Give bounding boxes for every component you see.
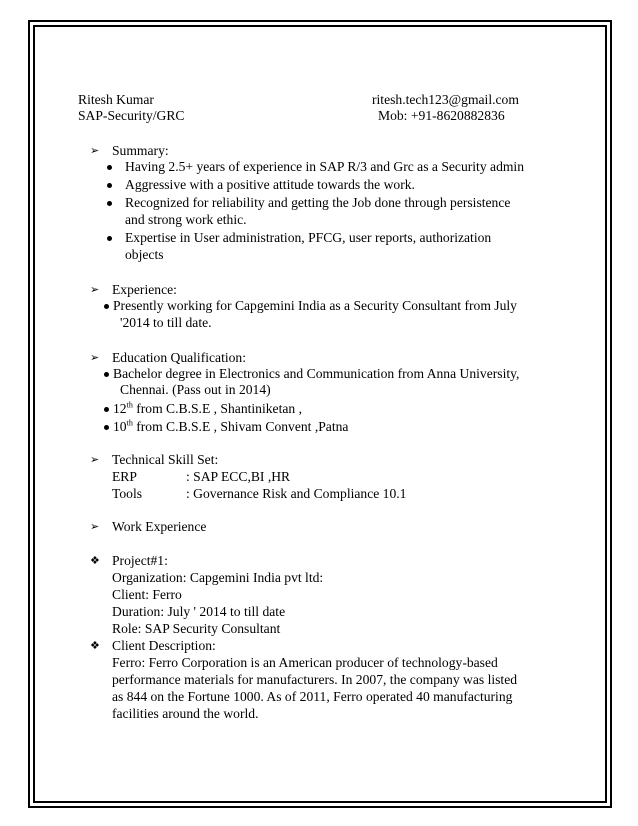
arrow-bullet-icon: ➢ — [90, 352, 100, 364]
candidate-name: Ritesh Kumar — [78, 92, 154, 107]
experience-heading: Experience: — [112, 282, 177, 297]
project-heading: Project#1: — [112, 553, 168, 568]
email: ritesh.tech123@gmail.com — [372, 92, 519, 107]
experience-item-cont: '2014 to till date. — [120, 315, 212, 330]
summary-item: Having 2.5+ years of experience in SAP R/3 and Grc as a Security admin — [125, 159, 525, 174]
arrow-bullet-icon: ➢ — [90, 521, 100, 533]
mobile-number: Mob: +91-8620882836 — [378, 108, 505, 123]
summary-item-cont: objects — [125, 247, 164, 262]
skills-heading: Technical Skill Set: — [112, 452, 219, 467]
bullet-dot-icon — [104, 372, 109, 377]
summary-item: Aggressive with a positive attitude towards the work. — [125, 177, 415, 192]
education-twelfth: 12th from C.B.S.E , Shantiniketan , — [113, 400, 302, 416]
experience-item: Presently working for Capgemini India as a Security Consultant from July — [113, 298, 517, 313]
diamond-bullet-icon: ❖ — [90, 640, 100, 652]
client-line: facilities around the world. — [112, 706, 259, 721]
arrow-bullet-icon: ➢ — [90, 145, 100, 157]
education-heading: Education Qualification: — [112, 350, 247, 365]
bullet-dot-icon — [107, 183, 112, 188]
bullet-dot-icon — [107, 236, 112, 241]
bullet-dot-icon — [107, 201, 112, 206]
bullet-dot-icon — [107, 165, 112, 170]
skill-value: : SAP ECC,BI ,HR — [186, 469, 291, 484]
client-heading: Client Description: — [112, 638, 216, 653]
skill-label: Tools — [112, 486, 143, 501]
education-item: Bachelor degree in Electronics and Communication from Anna University, — [113, 366, 520, 381]
project-line: Duration: July ' 2014 to till date — [112, 604, 286, 619]
education-item-cont: Chennai. (Pass out in 2014) — [120, 382, 271, 397]
bullet-dot-icon — [104, 407, 109, 412]
client-line: performance materials for manufacturers. In 2007, the company was listed — [112, 672, 518, 687]
bullet-dot-icon — [104, 425, 109, 430]
summary-item: Expertise in User administration, PFCG, user reports, authorization — [125, 230, 492, 245]
skill-label: ERP — [112, 469, 137, 484]
client-line: as 844 on the Fortune 1000. As of 2011, Ferro operated 40 manufacturing — [112, 689, 513, 704]
client-line: Ferro: Ferro Corporation is an American producer of technology-based — [112, 655, 498, 670]
bullet-dot-icon — [104, 304, 109, 309]
arrow-bullet-icon: ➢ — [90, 454, 100, 466]
summary-heading: Summary: — [112, 143, 169, 158]
project-line: Client: Ferro — [112, 587, 182, 602]
education-tenth: 10th from C.B.S.E , Shivam Convent ,Patna — [113, 418, 349, 434]
job-role: SAP-Security/GRC — [78, 108, 185, 123]
work-experience-heading: Work Experience — [112, 519, 207, 534]
project-line: Role: SAP Security Consultant — [112, 621, 281, 636]
summary-item-cont: and strong work ethic. — [125, 212, 247, 227]
diamond-bullet-icon: ❖ — [90, 555, 100, 567]
arrow-bullet-icon: ➢ — [90, 284, 100, 296]
skill-value: : Governance Risk and Compliance 10.1 — [186, 486, 407, 501]
project-line: Organization: Capgemini India pvt ltd: — [112, 570, 324, 585]
summary-item: Recognized for reliability and getting the Job done through persistence — [125, 195, 511, 210]
